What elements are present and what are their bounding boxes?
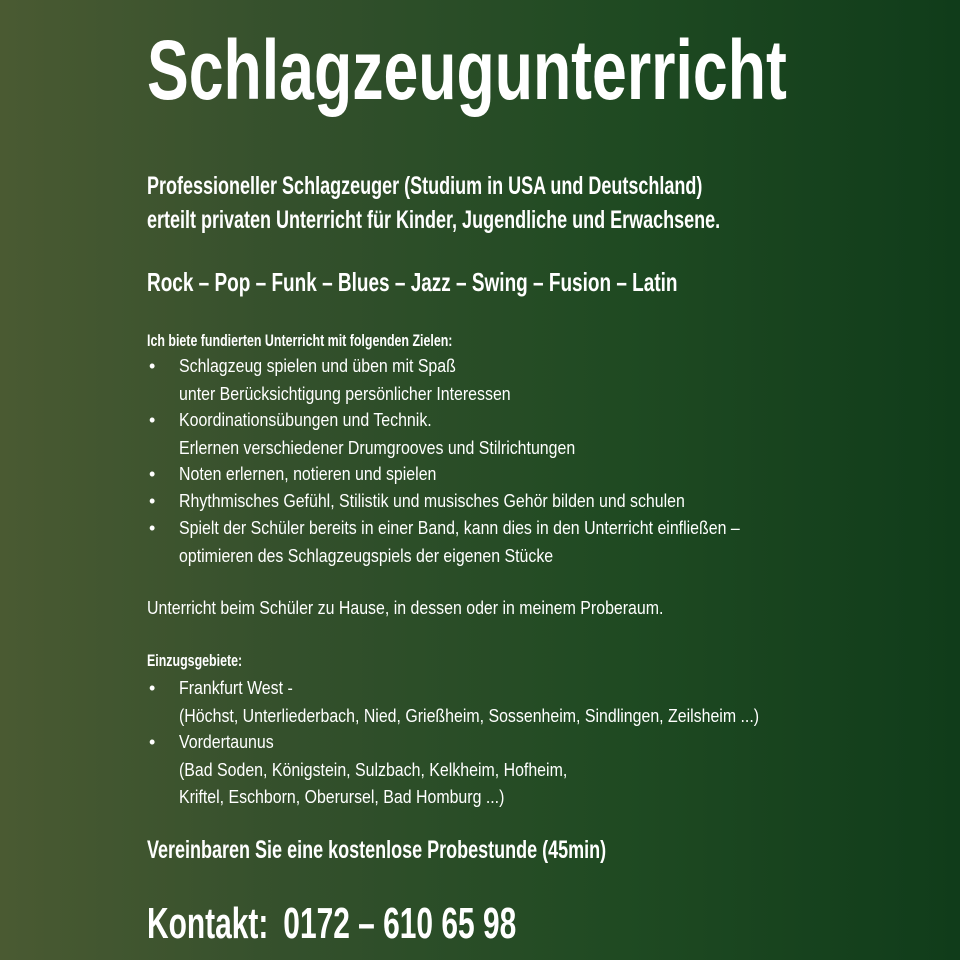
bullet: • bbox=[149, 464, 156, 484]
list-item: Noten erlernen, notieren und spielen bbox=[179, 463, 437, 484]
bullet: • bbox=[149, 518, 156, 538]
contact-phone: 0172 – 610 65 98 bbox=[283, 899, 517, 948]
list-item: unter Berücksichtigung persönlicher Interessen bbox=[179, 383, 511, 404]
contact-label: Kontakt: bbox=[147, 899, 269, 948]
list-item: Erlernen verschiedener Drumgrooves und Stilrichtungen bbox=[179, 437, 576, 458]
list-item: Vordertaunus bbox=[179, 731, 274, 752]
bullet: • bbox=[149, 678, 156, 698]
bullet: • bbox=[149, 491, 156, 511]
appointment-text: Vereinbaren Sie eine kostenlose Probestunde (45min) bbox=[147, 836, 607, 864]
list-item: (Höchst, Unterliederbach, Nied, Grießheim, Sossenheim, Sindlingen, Zeilsheim ...) bbox=[179, 705, 760, 726]
list-item: Schlagzeug spielen und üben mit Spaß bbox=[179, 355, 456, 376]
list-item: (Bad Soden, Königstein, Sulzbach, Kelkheim, Hofheim, bbox=[179, 759, 568, 780]
list-item: Rhythmisches Gefühl, Stilistik und musisches Gehör bilden und schulen bbox=[179, 490, 685, 511]
intro-line-2: erteilt privaten Unterricht für Kinder, Jugendliche und Erwachsene. bbox=[147, 206, 721, 234]
list-item: Kriftel, Eschborn, Oberursel, Bad Homburg ...) bbox=[179, 786, 505, 807]
list-item: Frankfurt West - bbox=[179, 677, 293, 698]
areas-heading: Einzugsgebiete: bbox=[147, 651, 243, 670]
list-item: Koordinationsübungen und Technik. bbox=[179, 409, 432, 430]
list-item: Spielt der Schüler bereits in einer Band, kann dies in den Unterricht einfließen – bbox=[179, 517, 740, 538]
intro-line-1: Professioneller Schlagzeuger (Studium in USA und Deutschland) bbox=[147, 172, 703, 200]
bullet: • bbox=[149, 732, 156, 752]
bullet: • bbox=[149, 410, 156, 430]
goals-heading: Ich biete fundierten Unterricht mit folgenden Zielen: bbox=[147, 331, 453, 350]
bullet: • bbox=[149, 356, 156, 376]
list-item: optimieren des Schlagzeugspiels der eigenen Stücke bbox=[179, 545, 554, 566]
location-text: Unterricht beim Schüler zu Hause, in dessen oder in meinem Proberaum. bbox=[147, 597, 664, 618]
page-title: Schlagzeugunterricht bbox=[147, 23, 787, 117]
music-styles: Rock – Pop – Funk – Blues – Jazz – Swing – Fusion – Latin bbox=[147, 267, 678, 297]
contact-line bbox=[147, 899, 516, 949]
